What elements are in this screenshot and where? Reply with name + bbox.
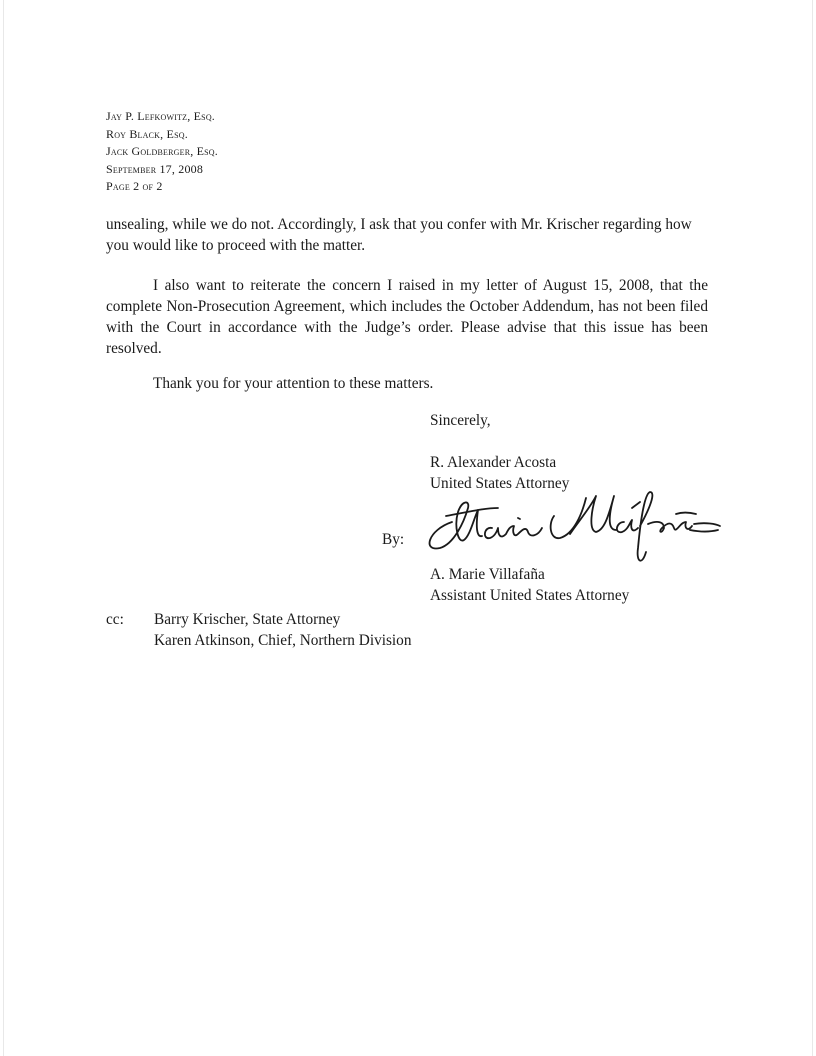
body-paragraph-3: Thank you for your attention to these matters. <box>153 375 434 392</box>
signer-block <box>430 564 629 606</box>
body-paragraph-1: unsealing, while we do not. Accordingly, I ask that you confer with Mr. Krischer regarding how you would like to proceed with the matter. <box>106 216 692 254</box>
cc-recipient: Barry Krischer, State Attorney <box>154 611 341 628</box>
cc-recipient: Karen Atkinson, Chief, Northern Division <box>154 632 412 649</box>
header-page-number: Page 2 of 2 <box>106 179 163 193</box>
signer-title: Assistant United States Attorney <box>430 587 630 604</box>
body-paragraph-2: I also want to reiterate the concern I raised in my letter of August 15, 2008, that the complete Non-Prosecution Agreement, which includes the October Addendum, has not been filed with the Court in accordance with the Judge’s order. Please advise that this issue has been resolved. <box>106 277 708 357</box>
handwritten-signature <box>418 478 724 574</box>
header-recipient-1: Jay P. Lefkowitz, Esq. <box>106 109 215 123</box>
scan-edge-right <box>812 0 813 1056</box>
scan-edge-left <box>3 0 4 1056</box>
closing-salutation: Sincerely, <box>430 412 491 429</box>
header-recipient-3: Jack Goldberger, Esq. <box>106 144 218 158</box>
sender-title: United States Attorney <box>430 475 570 492</box>
sender-name: R. Alexander Acosta <box>430 454 557 471</box>
cc-label: cc: <box>106 611 124 628</box>
letter-header <box>106 108 218 196</box>
header-recipient-2: Roy Black, Esq. <box>106 126 188 141</box>
signer-name: A. Marie Villafaña <box>430 566 545 583</box>
cc-recipients <box>154 609 411 651</box>
header-date: September 17, 2008 <box>106 161 204 176</box>
by-label: By: <box>382 531 405 548</box>
